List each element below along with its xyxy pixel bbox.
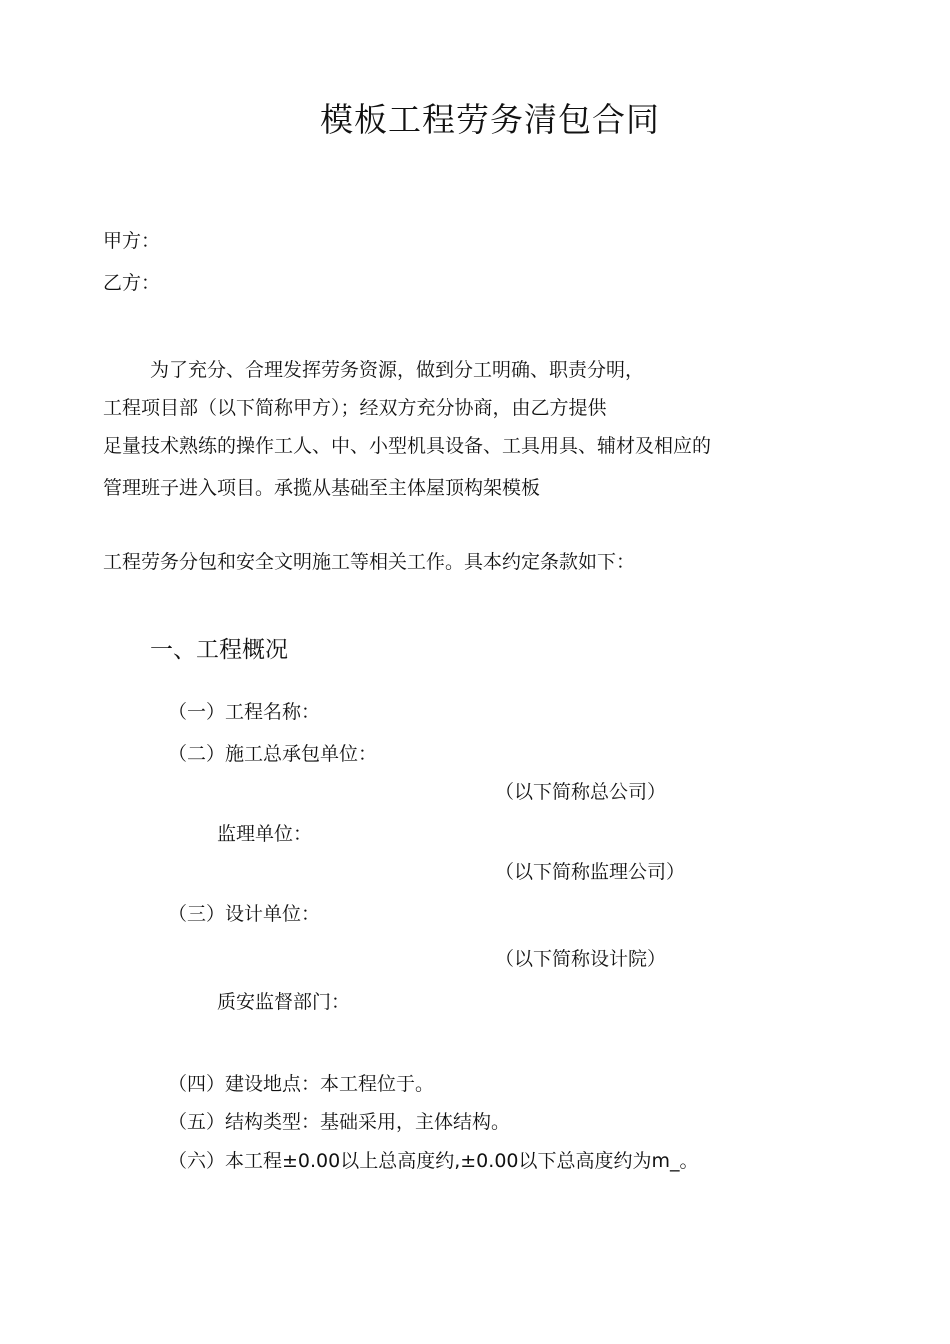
section-heading: 一、工程概况 [150,637,288,663]
clause-general-contractor: （二）施工总承包单位： [168,743,378,765]
clause-project-name: （一）工程名称： [168,701,321,723]
clause-note-design: （以下简称设计院） [495,948,667,970]
clause-design-unit: （三）设计单位： [168,903,321,925]
clause-structure: （五）结构类型：基础采用，主体结构。 [168,1111,511,1133]
intro-paragraph-line: 工程项目部（以下简称甲方）；经双方充分协商，由乙方提供 [103,397,607,419]
clause-supervisor: 监理单位： [217,823,313,845]
clause-note-supervisor: （以下简称监理公司） [495,861,686,883]
party-b-label: 乙方： [103,272,161,294]
intro-paragraph-line: 足量技术熟练的操作工人、中、小型机具设备、工具用具、辅材及相应的 [103,435,712,457]
clause-safety-dept: 质安监督部门： [217,991,351,1013]
intro-paragraph-line: 工程劳务分包和安全文明施工等相关工作。具本约定条款如下： [103,551,636,573]
clause-note-company: （以下简称总公司） [495,781,667,803]
party-a-label: 甲方： [103,230,161,252]
clause-location: （四）建设地点：本工程位于。 [168,1073,435,1095]
intro-paragraph-line: 管理班子进入项目。承揽从基础至主体屋顶构架模板 [103,477,541,499]
document-title: 模板工程劳务清包合同 [320,100,660,139]
clause-height: （六）本工程±0.00以上总高度约,±0.00以下总高度约为m_。 [168,1150,699,1172]
intro-paragraph-line: 为了充分、合理发挥劳务资源，做到分工明确、职责分明， [150,359,645,381]
